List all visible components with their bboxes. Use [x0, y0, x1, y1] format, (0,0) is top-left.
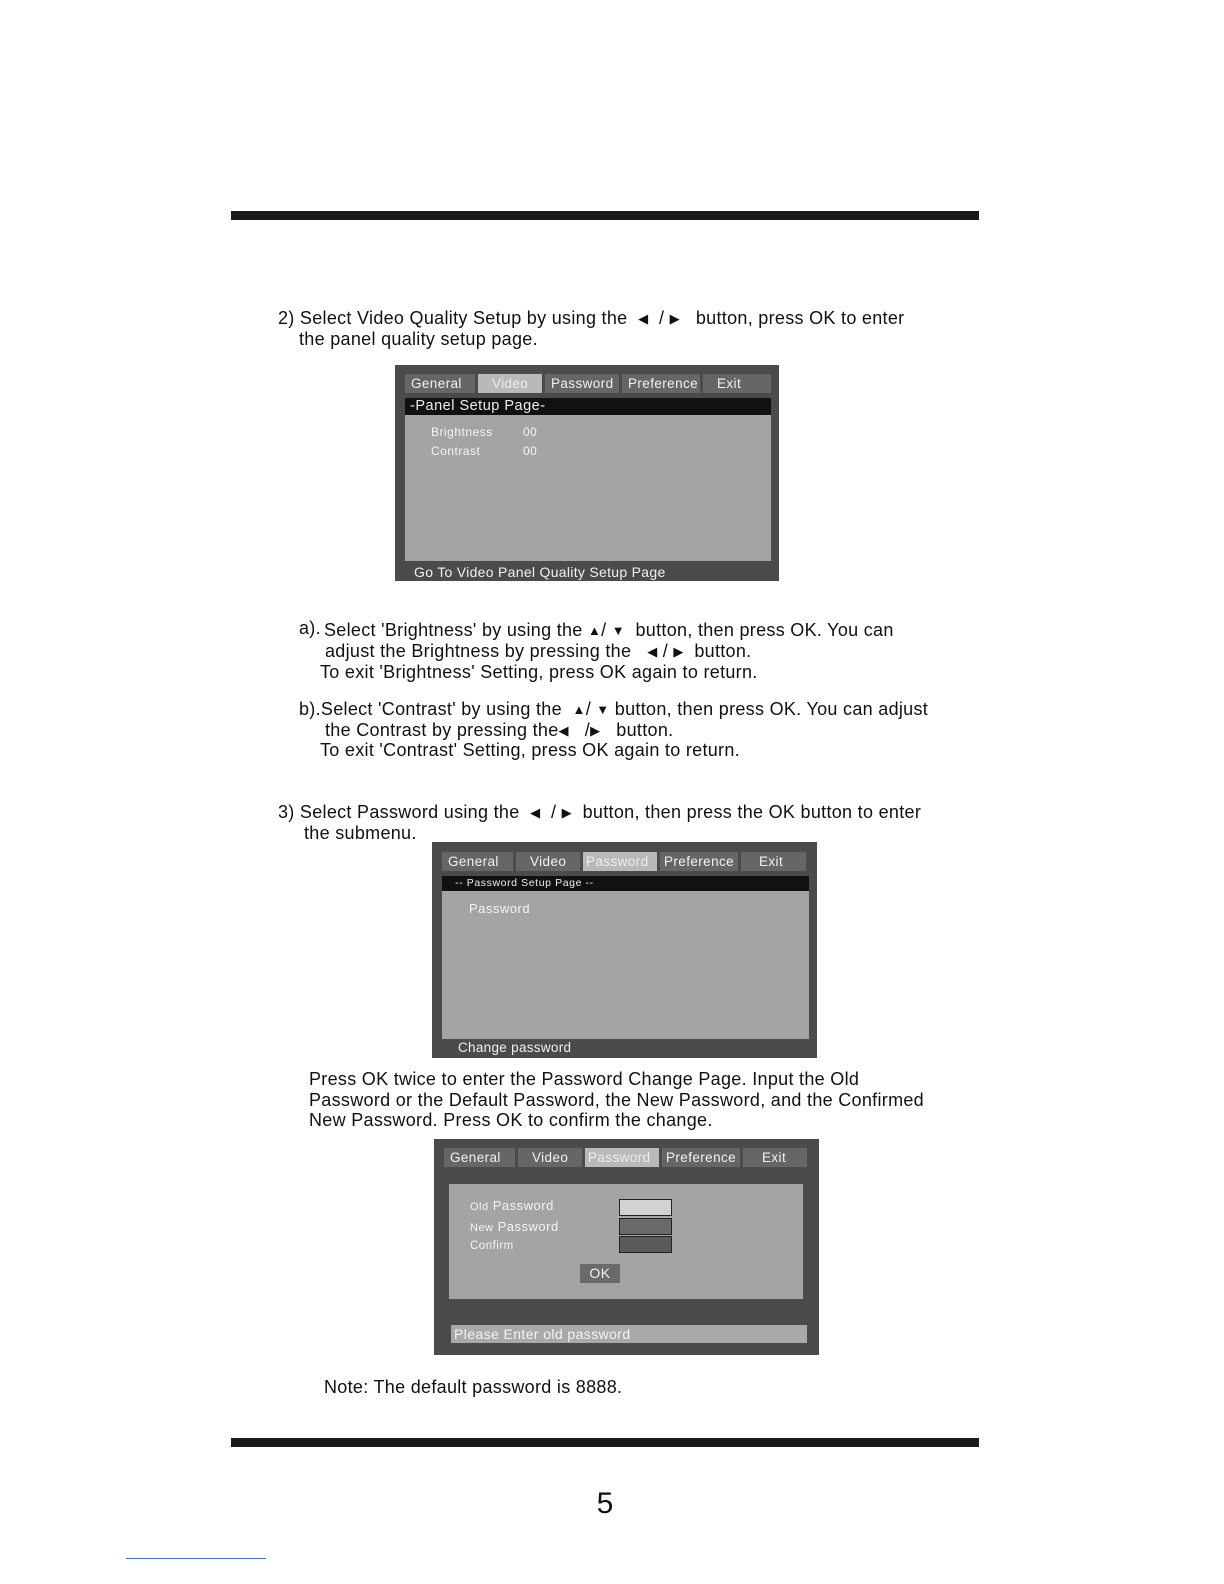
step3-line1-post: button, then press the OK button to enter	[582, 802, 922, 822]
osd3-panel	[449, 1184, 803, 1299]
down-arrow-icon: ▼	[596, 702, 610, 717]
step-b-line1-pre: Select 'Contrast' by using the	[320, 699, 562, 719]
note: Note: The default password is 8888.	[324, 1377, 623, 1397]
osd3-tab-password[interactable]: Password	[585, 1148, 659, 1167]
osd3-tab-general[interactable]: General	[444, 1148, 515, 1167]
left-arrow-icon: ◀	[638, 311, 649, 326]
osd3-tab-preference[interactable]: Preference	[662, 1148, 740, 1167]
step3-line1: 3) Select Password using the ◀ / ▶ button, then press the OK button to enter	[278, 802, 922, 822]
osd3-footer: Please Enter old password	[454, 1326, 631, 1342]
osd2-tab-preference[interactable]: Preference	[660, 852, 738, 871]
step-a-line1-post: button, then press OK. You can	[635, 620, 894, 640]
footer-underline	[126, 1558, 266, 1559]
confirm-label: Confirm	[470, 1240, 514, 1252]
step-b-line2-post: button.	[616, 720, 674, 740]
step-b-line2-pre: the Contrast by pressing the	[325, 720, 559, 740]
osd2-tab-password[interactable]: Password	[583, 852, 657, 871]
old-password-input[interactable]	[619, 1199, 672, 1216]
right-arrow-icon: ▶	[590, 723, 601, 738]
osd1-panel	[405, 398, 771, 561]
press-ok-line3: New Password. Press OK to confirm the change.	[309, 1110, 713, 1130]
old-label: Password	[492, 1198, 554, 1213]
step-a-line2: adjust the Brightness by pressing the ◀ / ▶ button.	[325, 641, 752, 661]
press-ok-line2: Password or the Default Password, the New Password, and the Confirmed	[309, 1090, 924, 1110]
confirm-password-input[interactable]	[619, 1236, 672, 1253]
press-ok-line1: Press OK twice to enter the Password Change Page. Input the Old	[309, 1069, 860, 1089]
left-arrow-icon: ◀	[647, 644, 658, 659]
old-password-label	[470, 1198, 554, 1213]
osd2-page-title	[442, 876, 809, 891]
osd2-tab-video[interactable]: Video	[516, 852, 580, 871]
left-arrow-icon: ◀	[530, 805, 541, 820]
osd2-page-title-text: -- Password Setup Page --	[455, 877, 594, 889]
osd-password-setup	[432, 842, 817, 1058]
bottom-rule	[231, 1438, 979, 1447]
step-b-marker: b).	[299, 699, 321, 719]
osd3-status-bar	[451, 1325, 807, 1343]
step2-line2: the panel quality setup page.	[299, 329, 538, 349]
new-label: Password	[497, 1219, 559, 1234]
step-b-line1-post: button, then press OK. You can adjust	[614, 699, 929, 719]
osd2-tab-exit[interactable]: Exit	[741, 852, 806, 871]
up-arrow-icon: ▲	[572, 702, 586, 717]
step3-line2: the submenu.	[304, 823, 417, 843]
step-a-line2-post: button.	[694, 641, 752, 661]
right-arrow-icon: ▶	[673, 644, 684, 659]
step2-line1: 2) Select Video Quality Setup by using the ◀ / ▶ button, press OK to enter	[278, 308, 905, 328]
osd1-contrast-value: 00	[523, 444, 538, 458]
up-arrow-icon: ▲	[587, 623, 602, 638]
step2-line1-pre: 2) Select Video Quality Setup by using the	[278, 308, 628, 328]
osd2-tab-general[interactable]: General	[442, 852, 513, 871]
right-arrow-icon: ▶	[561, 805, 572, 820]
step-b-line2: the Contrast by pressing the◀ /▶ button.	[325, 720, 674, 740]
osd2-tab-bar	[442, 852, 809, 871]
osd1-footer: Go To Video Panel Quality Setup Page	[414, 564, 666, 580]
osd3-tab-bar	[444, 1148, 811, 1167]
step-a-line3: To exit 'Brightness' Setting, press OK again to return.	[320, 662, 758, 682]
step-a-marker: a).	[299, 618, 321, 638]
osd-video-panel-setup	[395, 365, 779, 581]
osd-password-change	[434, 1139, 819, 1355]
step2-line1-post: button, press OK to enter	[695, 308, 905, 328]
right-arrow-icon: ▶	[669, 311, 680, 326]
step-a-line2-pre: adjust the Brightness by pressing the	[325, 641, 632, 661]
new-prefix: New	[470, 1222, 494, 1234]
top-rule	[231, 211, 979, 220]
osd1-tab-password[interactable]: Password	[545, 374, 619, 393]
osd1-brightness-label[interactable]: Brightness	[431, 425, 493, 439]
osd1-tab-general[interactable]: General	[405, 374, 475, 393]
page-number: 5	[596, 1487, 614, 1520]
new-password-label	[470, 1219, 559, 1234]
step-b-line1: b).Select 'Contrast' by using the ▲/ ▼ button, then press OK. You can adjust	[299, 699, 929, 719]
step-b-line3: To exit 'Contrast' Setting, press OK again to return.	[320, 740, 740, 760]
osd2-password-item[interactable]: Password	[469, 901, 531, 916]
osd1-tab-exit[interactable]: Exit	[703, 374, 771, 393]
osd1-tab-bar	[405, 374, 771, 393]
left-arrow-icon: ◀	[558, 723, 569, 738]
new-password-input[interactable]	[619, 1218, 672, 1235]
osd3-tab-video[interactable]: Video	[518, 1148, 582, 1167]
step3-line1-pre: 3) Select Password using the	[278, 802, 520, 822]
osd1-tab-preference[interactable]: Preference	[622, 374, 700, 393]
ok-button[interactable]: OK	[580, 1264, 620, 1283]
osd1-contrast-label[interactable]: Contrast	[431, 444, 481, 458]
osd1-page-title: -Panel Setup Page-	[405, 398, 771, 415]
step-a-line1: Select 'Brightness' by using the ▲/ ▼ button, then press OK. You can	[324, 620, 894, 640]
osd1-brightness-value: 00	[523, 425, 538, 439]
osd2-footer: Change password	[458, 1040, 572, 1055]
osd3-tab-exit[interactable]: Exit	[743, 1148, 807, 1167]
down-arrow-icon: ▼	[611, 623, 625, 638]
step-a-line1-pre: Select 'Brightness' by using the	[324, 620, 583, 640]
osd1-tab-video[interactable]: Video	[478, 374, 542, 393]
old-prefix: Old	[470, 1201, 489, 1213]
